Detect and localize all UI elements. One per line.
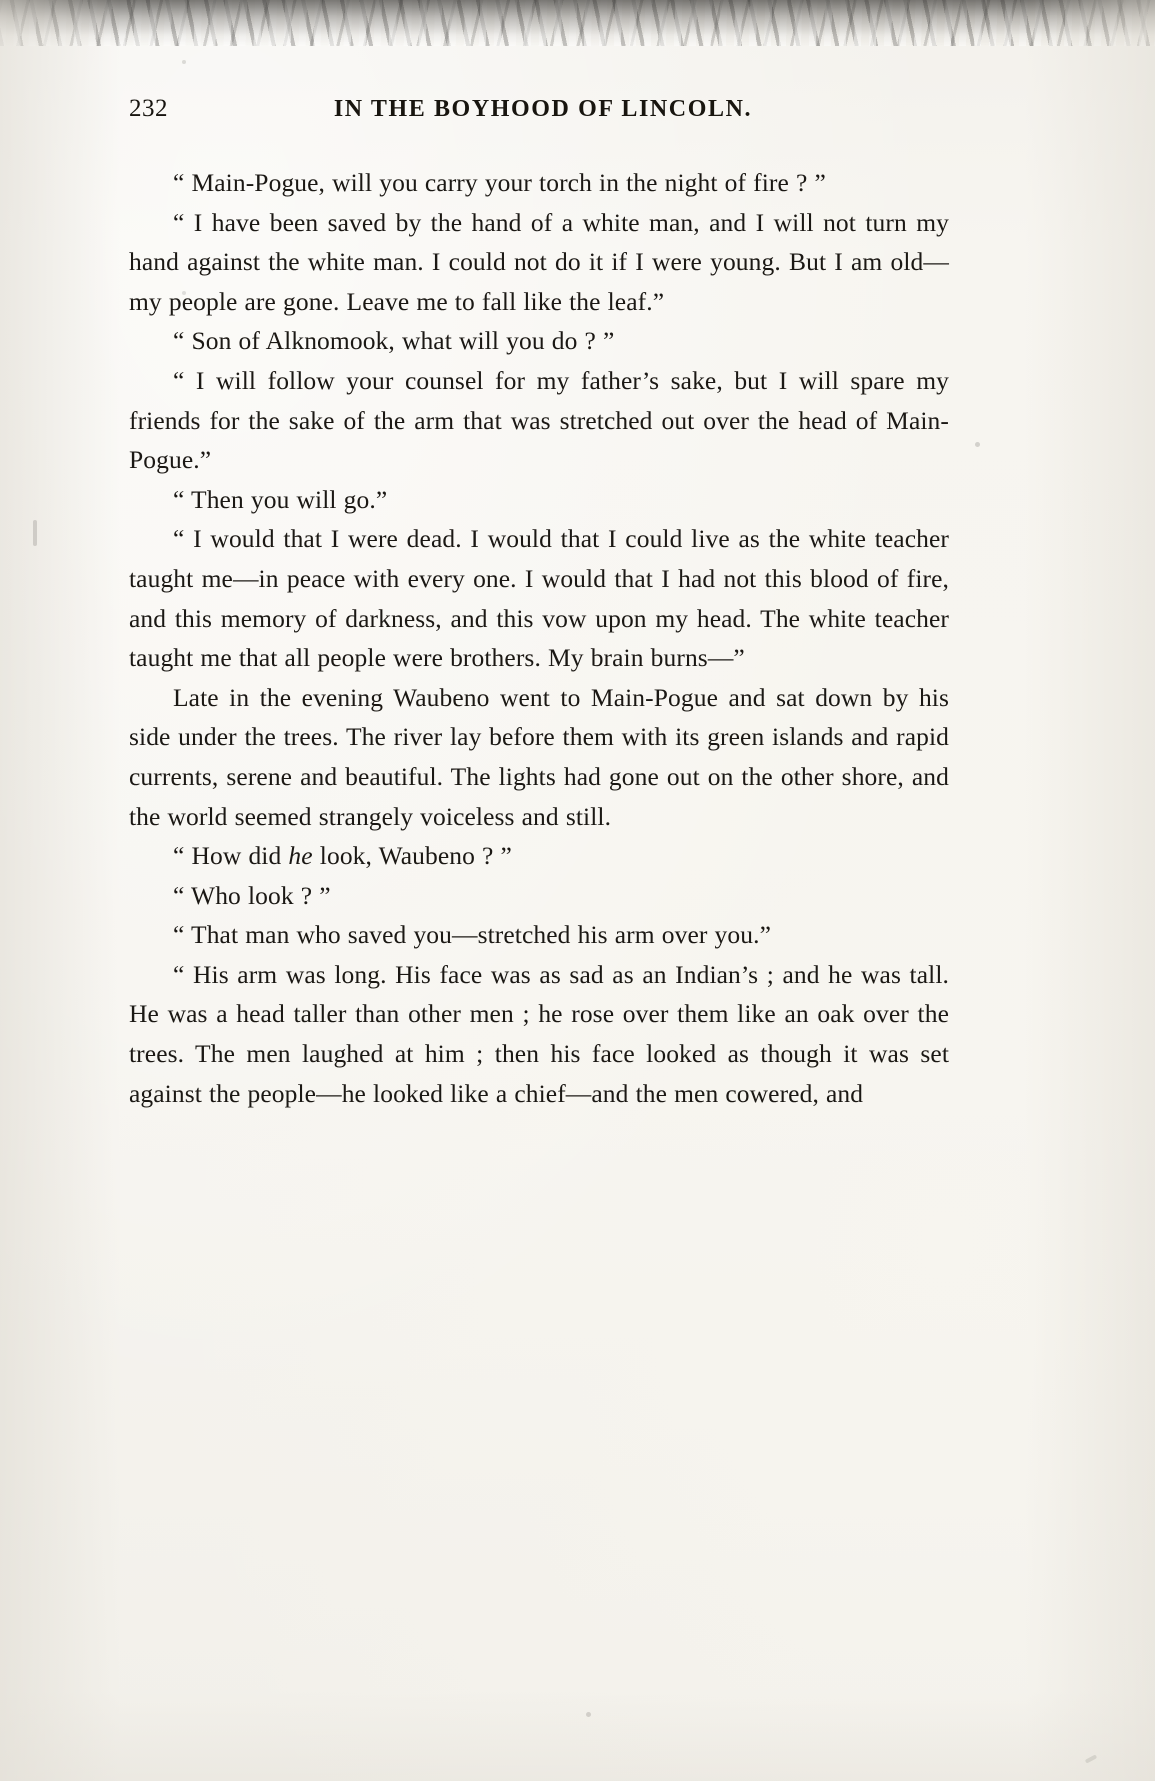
page-text-block: [129, 95, 949, 1113]
page-left-edge-shading: [0, 0, 120, 1781]
paragraph: “ Then you will go.”: [173, 484, 388, 514]
scan-speck: [182, 60, 186, 64]
page-bottom-edge-shading: [0, 1691, 1155, 1781]
dialogue-text-before: “ How did: [173, 841, 289, 871]
page-number: 232: [129, 95, 168, 122]
dialogue-text-after: look, Waubeno ? ”: [312, 841, 512, 871]
paragraph: “ I have been saved by the hand of a white man, and I will not turn my hand against the white man. I could not do it if I were young. But I am old—my people are gone. Leave me to fall like the leaf.”: [129, 207, 949, 316]
paragraph: “ Main-Pogue, will you carry your torch in the night of fire ? ”: [173, 168, 826, 197]
scan-speck: [1085, 1754, 1097, 1763]
paragraph: “ Son of Alknomook, what will you do ? ”: [173, 326, 615, 356]
scan-top-edge-artifact: [0, 0, 1155, 46]
scan-speck: [586, 1712, 591, 1717]
paragraph: “ Who look ? ”: [173, 880, 331, 910]
dialogue-emphasis: he: [288, 841, 313, 871]
page-right-edge-shading: [1025, 0, 1155, 1781]
paragraph: “ His arm was long. His face was as sad as an Indian’s ; and he was tall. He was a head taller than other men ; he rose over them like an oak over the trees. The men laughed at him ; then his face looked as though it was set against the people—he looked like a chief—and the men cowered, and: [129, 959, 949, 1108]
paragraph: Late in the evening Waubeno went to Main-Pogue and sat down by his side under the trees. The river lay before them with its green islands and rapid currents, serene and beautiful. The lights had gone out on the other shore, and the world seemed strangely voiceless and still.: [129, 682, 949, 831]
running-head: [129, 95, 949, 129]
scan-speck: [33, 520, 37, 546]
paragraph-with-italic: [129, 836, 949, 876]
paragraph: “ I will follow your counsel for my father’s sake, but I will spare my friends for the sake of the arm that was stretched out over the head of Main-Pogue.”: [129, 365, 949, 475]
paragraph: “ That man who saved you—stretched his arm over you.”: [173, 920, 771, 950]
paragraph: “ I would that I were dead. I would that I could live as the white teacher taught me—in peace with every one. I would that I had not this blood of fire, and this memory of darkness, and this vow upon my head. The white teacher taught me that all people were brothers. My brain burns—”: [129, 524, 949, 673]
book-title-header: IN THE BOYHOOD OF LINCOLN.: [333, 96, 753, 122]
scan-speck: [975, 442, 980, 447]
